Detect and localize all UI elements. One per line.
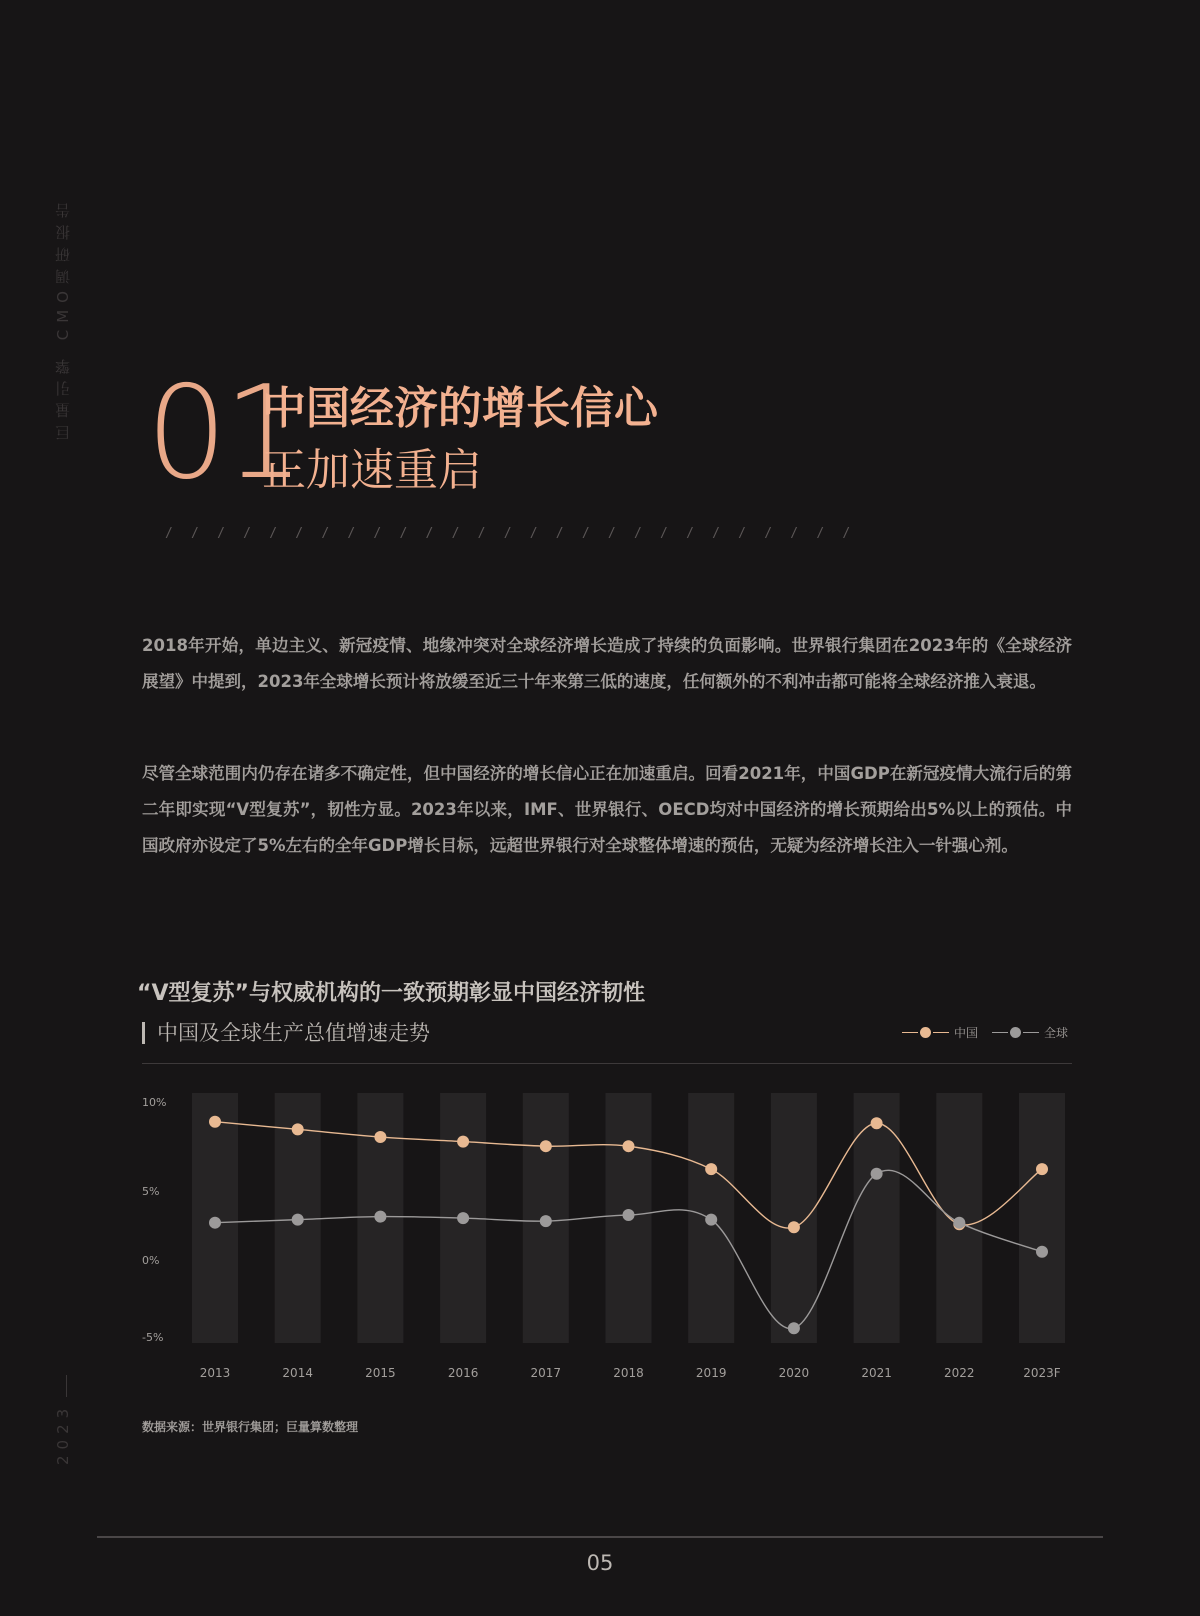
- data-point-china-2013: [209, 1116, 221, 1128]
- data-point-global-2014: [292, 1214, 304, 1226]
- data-point-global-2021: [871, 1168, 883, 1180]
- chart-heading: “V型复苏”与权威机构的一致预期彰显中国经济韧性: [137, 981, 645, 1006]
- side-report-label: 巨量引擎 CMO调研报告: [54, 196, 72, 440]
- x-tick-label: 2022: [944, 1366, 975, 1380]
- footer-divider: [97, 1536, 1103, 1538]
- legend-label-global: 全球: [1044, 1026, 1069, 1040]
- x-tick-label: 2023F: [1023, 1366, 1061, 1380]
- data-point-global-2015: [374, 1211, 386, 1223]
- y-tick-label: -5%: [142, 1331, 164, 1344]
- x-tick-label: 2016: [447, 1366, 479, 1380]
- data-point-china-2016: [457, 1136, 469, 1148]
- page-number: 05: [586, 1551, 614, 1575]
- x-tick-label: 2019: [695, 1366, 727, 1380]
- data-point-global-2022: [953, 1217, 965, 1229]
- y-tick-label: 0%: [142, 1254, 160, 1267]
- x-tick-label: 2021: [861, 1366, 892, 1380]
- data-point-global-2019: [705, 1214, 717, 1226]
- data-point-china-2019: [705, 1163, 717, 1175]
- data-point-china-2021: [871, 1117, 883, 1129]
- data-point-global-2016: [457, 1212, 469, 1224]
- data-point-china-2023F: [1036, 1163, 1048, 1175]
- column-band-2020: [771, 1093, 817, 1343]
- y-tick-label: 5%: [142, 1185, 160, 1198]
- x-tick-label: 2015: [365, 1366, 396, 1380]
- data-point-global-2017: [540, 1215, 552, 1227]
- x-tick-label: 2020: [778, 1366, 810, 1380]
- data-point-global-2020: [788, 1322, 800, 1334]
- section-title-line1: 中国经济的增长信心: [262, 383, 658, 434]
- column-band-2021: [854, 1093, 900, 1343]
- data-point-china-2020: [788, 1221, 800, 1233]
- y-tick-label: 10%: [142, 1096, 167, 1109]
- x-tick-label: 2014: [282, 1366, 313, 1380]
- data-source-note: 数据来源：世界银行集团；巨量算数整理: [142, 1420, 359, 1434]
- x-tick-label: 2017: [530, 1366, 562, 1380]
- decorative-slashes: / / / / / / / / / / / / / / / / / / / / / / / / / / /: [165, 526, 856, 541]
- column-band-2023F: [1019, 1093, 1065, 1343]
- paragraph-2: 尽管全球范围内仍存在诸多不确定性，但中国经济的增长信心正在加速重启。回看2021年，中国GDP在新冠疫情大流行后的第二年即实现“V型复苏”，韧性方显。2023年以来，IMF、世界银行、OECD均对中国经济的增长预期给出5%以上的预估。中国政府亦设定了5%左右的全年GDP增长目标，远超世界银行对全球整体增速的预估，无疑为经济增长注入一针强心剂。: [142, 764, 1072, 855]
- legend-label-china: 中国: [954, 1026, 979, 1040]
- section-number: 01: [146, 359, 301, 508]
- chart-subtitle: 中国及全球生产总值增速走势: [142, 1022, 430, 1044]
- data-point-china-2014: [292, 1123, 304, 1135]
- data-point-china-2017: [540, 1140, 552, 1152]
- data-point-global-2023F: [1036, 1246, 1048, 1258]
- side-year-label: 2023: [54, 1402, 72, 1465]
- section-title-line2: 正加速重启: [262, 445, 482, 496]
- data-point-china-2015: [374, 1131, 386, 1143]
- data-point-china-2018: [623, 1140, 635, 1152]
- x-tick-label: 2018: [613, 1366, 644, 1380]
- x-tick-label: 2013: [199, 1366, 231, 1380]
- data-point-global-2018: [623, 1209, 635, 1221]
- data-point-global-2013: [209, 1217, 221, 1229]
- paragraph-1: 2018年开始，单边主义、新冠疫情、地缘冲突对全球经济增长造成了持续的负面影响。世界银行集团在2023年的《全球经济展望》中提到，2023年全球增长预计将放缓至近三十年来第三低的速度，任何额外的不利冲击都可能将全球经济推入衰退。: [142, 636, 1072, 691]
